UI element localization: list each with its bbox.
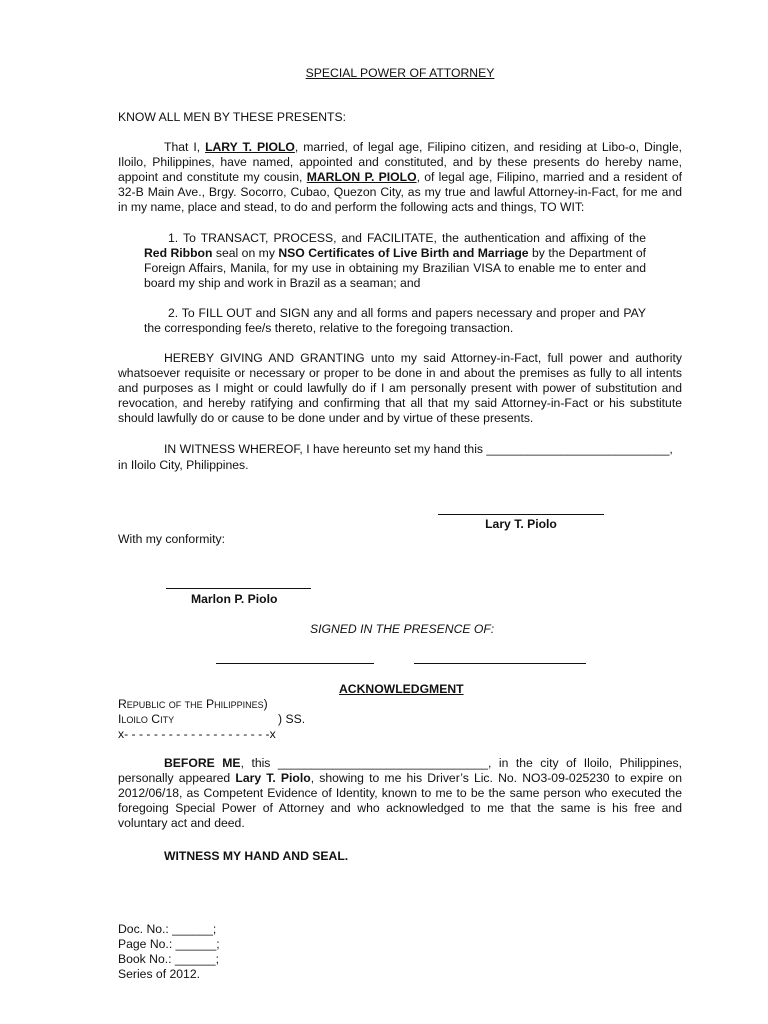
salutation: KNOW ALL MEN BY THESE PRESENTS: <box>118 110 347 124</box>
venue-republic: Republic of the Philippines) <box>118 697 268 711</box>
signed-in-presence: SIGNED IN THE PRESENCE OF: <box>310 622 495 636</box>
acknowledgment-title-text: ACKNOWLEDGMENT <box>339 682 464 696</box>
ack-text-1: , this _______________________________, in the city of Iloilo, Philippines, personally appeared <box>118 756 682 785</box>
intro-lead: That I, <box>164 140 206 154</box>
witness-hand-seal-text: WITNESS MY HAND AND SEAL. <box>164 849 349 863</box>
conformity-label: With my conformity: <box>118 532 225 546</box>
principal-name: LARY T. PIOLO <box>205 140 295 154</box>
attorney-name: MARLON P. PIOLO <box>306 170 417 184</box>
granting-paragraph: HEREBY GIVING AND GRANTING unto my said Attorney-in-Fact, full power and authority whatsoever requisite or necessary or proper to be done in and about the premises as fully to all intents and purposes as I might or could lawfully do if I am personally present with power of substitution and revocation, and hereby ratifying and confirming that all that my said Attorney-in-Fact or his substitute should lawfully do or cause to be done under and by virtue of these presents. <box>118 351 682 425</box>
item-1-bold-2: NSO Certificates of Live Birth and Marriage <box>278 246 529 260</box>
item-1-text-2: seal on my <box>212 246 279 260</box>
acknowledgment-body <box>118 756 682 831</box>
principal-signatory <box>438 517 604 532</box>
principal-signature-line <box>438 514 604 515</box>
venue-city: Iloilo City <box>118 712 175 726</box>
witness-1-signature-line <box>216 663 374 664</box>
venue-separator: x- - - - - - - - - - - - - - - - - - - -x <box>118 727 276 741</box>
principal-signatory-name: Lary T. Piolo <box>485 517 557 531</box>
intro-text-1: , married, of legal age, Filipino citizen, and residing at Libo-o, Dingle, Iloilo, Philippines, have named, appointed and constituted, and by these presents do hereby name, appoint and constitute my cousin, <box>118 140 682 184</box>
witness-clause-line-1: IN WITNESS WHEREOF, I have hereunto set my hand this ___________________________, <box>164 442 673 456</box>
item-2: 2. To FILL OUT and SIGN any and all forms and papers necessary and proper and PAY the corresponding fee/s thereto, relative to the foregoing transaction. <box>144 306 646 335</box>
document-title-wrap <box>0 66 768 81</box>
appeared-name: Lary T. Piolo <box>235 771 311 785</box>
attorney-signatory <box>191 592 277 607</box>
attorney-signature-line <box>166 588 311 589</box>
item-1-text-1: 1. To TRANSACT, PROCESS, and FACILITATE, the authentication and affixing of the <box>168 231 646 245</box>
item-1 <box>144 231 646 291</box>
before-me: BEFORE ME <box>164 756 241 770</box>
venue-ss: ) SS. <box>278 712 306 726</box>
attorney-signatory-name: Marlon P. Piolo <box>191 592 278 606</box>
ack-text-2: , showing to me his Driver’s Lic. No. NO3-09-025230 to expire on 2012/06/18, as Competent Evidence of Identity, known to me to be the same person who executed the foregoing Special Power of Attorney and who acknowledged to me that the same is his free and voluntary act and deed. <box>118 771 682 830</box>
witness-hand-seal <box>164 849 348 864</box>
item-1-text-3: by the Department of Foreign Affairs, Manila, for my use in obtaining my Brazilian VISA to enable me to enter and board my ship and work in Brazil as a seaman; and <box>144 246 646 290</box>
series-year: Series of 2012. <box>118 967 200 981</box>
acknowledgment-title <box>339 682 464 697</box>
witness-clause-line-2: in Iloilo City, Philippines. <box>118 458 249 472</box>
intro-paragraph <box>118 140 682 215</box>
doc-no: Doc. No.: ______; <box>118 922 217 936</box>
witness-2-signature-line <box>414 663 586 664</box>
document-title: SPECIAL POWER OF ATTORNEY <box>305 66 495 80</box>
book-no: Book No.: ______; <box>118 952 219 966</box>
page-no: Page No.: ______; <box>118 937 220 951</box>
item-1-bold-1: Red Ribbon <box>144 246 213 260</box>
intro-text-2: , of legal age, Filipino, married and a resident of 32-B Main Ave., Brgy. Socorro, Cubao, Quezon City, as my true and lawful Attorney-in-Fact, for me and in my name, place and stead, to do and perform the following acts and things, TO WIT: <box>118 170 682 214</box>
